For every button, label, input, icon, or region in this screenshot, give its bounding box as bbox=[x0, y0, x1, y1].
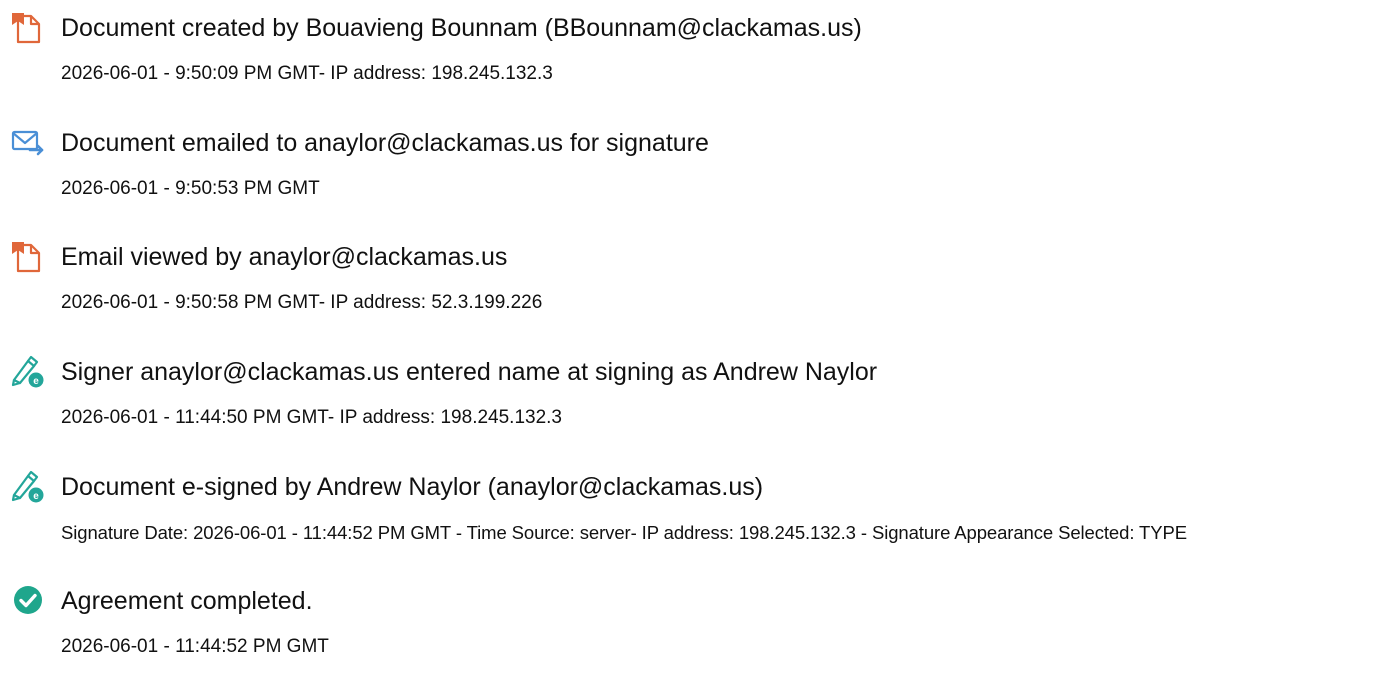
event-title: Email viewed by anaylor@clackamas.us bbox=[61, 243, 508, 271]
history-event-signer-entered-name bbox=[0, 354, 1394, 464]
check-circle-icon bbox=[10, 583, 46, 619]
event-title: Document e-signed by Andrew Naylor (anaylor@clackamas.us) bbox=[61, 473, 764, 501]
event-detail: Signature Date: 2026-06-01 - 11:44:52 PM GMT - Time Source: server- IP address: 198.245.132.3 - Signature Appearance Selected: TYPE bbox=[61, 522, 1187, 543]
event-title: Document emailed to anaylor@clackamas.us for signature bbox=[61, 129, 709, 157]
event-detail: 2026-06-01 - 9:50:09 PM GMT- IP address: 198.245.132.3 bbox=[61, 63, 553, 84]
svg-text:e: e bbox=[33, 376, 39, 387]
event-detail: 2026-06-01 - 11:44:50 PM GMT- IP address: 198.245.132.3 bbox=[61, 407, 562, 428]
email-sent-icon bbox=[10, 125, 46, 161]
history-event-document-created bbox=[0, 10, 1394, 120]
history-event-document-emailed bbox=[0, 125, 1394, 235]
history-event-document-esigned bbox=[0, 469, 1394, 579]
event-title: Document created by Bouavieng Bounnam (BBounnam@clackamas.us) bbox=[61, 14, 862, 42]
event-detail: 2026-06-01 - 9:50:53 PM GMT bbox=[61, 178, 320, 199]
event-detail: 2026-06-01 - 9:50:58 PM GMT- IP address: 52.3.199.226 bbox=[61, 292, 543, 313]
esign-pen-icon bbox=[10, 469, 46, 505]
history-event-agreement-completed bbox=[0, 583, 1394, 693]
esign-pen-icon bbox=[10, 354, 46, 390]
document-created-icon bbox=[10, 10, 46, 46]
event-title: Signer anaylor@clackamas.us entered name at signing as Andrew Naylor bbox=[61, 358, 878, 386]
document-viewed-icon bbox=[10, 239, 46, 275]
history-event-email-viewed bbox=[0, 239, 1394, 349]
event-detail: 2026-06-01 - 11:44:52 PM GMT bbox=[61, 636, 329, 657]
svg-text:e: e bbox=[33, 491, 39, 502]
event-title: Agreement completed. bbox=[61, 587, 313, 615]
